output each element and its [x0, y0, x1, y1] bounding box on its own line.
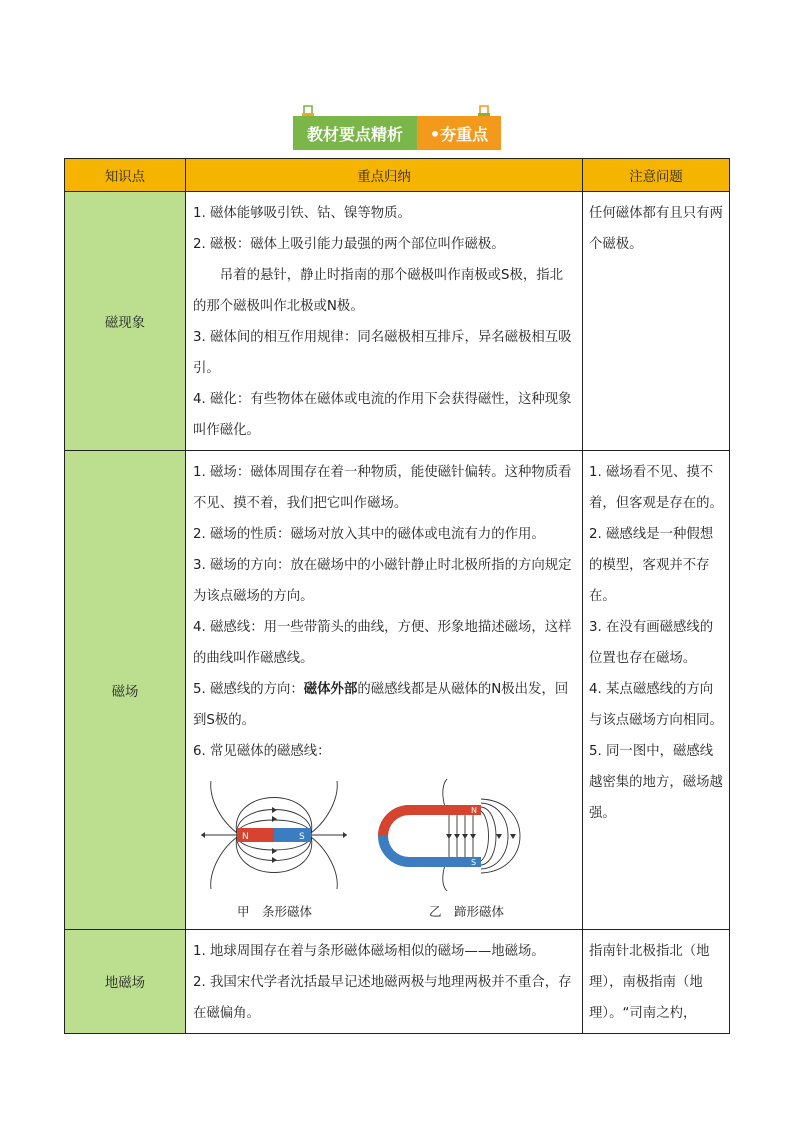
knowledge-point-cell: 磁场 [65, 451, 186, 930]
attention-line: 2. 磁感线是一种假想的模型，客观并不存在。 [589, 527, 714, 604]
bar-magnet-field-figure [199, 779, 349, 891]
summary-cell [186, 192, 583, 451]
knowledge-table [64, 158, 730, 1034]
summary-cell [186, 451, 583, 930]
bar-magnet-caption: 甲 条形磁体 [237, 904, 313, 919]
magnet-field-figures [193, 771, 575, 921]
banner-title: 教材要点精析 [293, 116, 417, 150]
summary-line-lead: 5. 磁感线的方向： [193, 682, 304, 697]
table-row [65, 451, 730, 930]
summary-line: 2. 磁极：磁体上吸引能力最强的两个部位叫作磁极。 [193, 237, 505, 252]
header-key-summary: 重点归纳 [186, 159, 583, 192]
summary-line [193, 674, 575, 736]
attention-cell [583, 451, 730, 930]
header-knowledge-point: 知识点 [65, 159, 186, 192]
summary-line: 3. 磁体间的相互作用规律：同名磁极相互排斥，异名磁极相互吸引。 [193, 330, 572, 376]
attention-cell: 指南针北极指北（地理），南极指南（地理）。“司南之杓， [583, 930, 730, 1034]
south-pole-label: S [299, 832, 305, 842]
summary-line: 6. 常见磁体的磁感线： [193, 744, 331, 759]
summary-line: 1. 磁体能够吸引铁、钴、镍等物质。 [193, 206, 411, 221]
knowledge-point-cell: 磁现象 [65, 192, 186, 451]
attention-line: 4. 某点磁感线的方向与该点磁场方向相同。 [589, 682, 723, 728]
summary-line: 4. 磁化：有些物体在磁体或电流的作用下会获得磁性，这种现象叫作磁化。 [193, 392, 572, 438]
summary-line: 1. 磁场：磁体周围存在着一种物质，能使磁针偏转。这种物质看不见、摸不着，我们把它叫作磁场。 [193, 465, 572, 511]
summary-line: 吊着的悬针，静止时指南的那个磁极叫作南极或S极，指北的那个磁极叫作北极或N极。 [193, 268, 564, 314]
u-magnet-caption: 乙 蹄形磁体 [429, 904, 505, 919]
section-banner [293, 104, 501, 150]
header-attention: 注意问题 [583, 159, 730, 192]
u-magnet-field-figure [369, 779, 539, 891]
attention-line: 1. 磁场看不见、摸不着，但客观是存在的。 [589, 465, 723, 511]
summary-line: 4. 磁感线：用一些带箭头的曲线，方便、形象地描述磁场，这样的曲线叫作磁感线。 [193, 620, 572, 666]
summary-line: 2. 磁场的性质：磁场对放入其中的磁体或电流有力的作用。 [193, 527, 545, 542]
attention-line: 5. 同一图中，磁感线越密集的地方，磁场越强。 [589, 744, 723, 821]
summary-line: 3. 磁场的方向：放在磁场中的小磁针静止时北极所指的方向规定为该点磁场的方向。 [193, 558, 572, 604]
emphasis-text: 磁体外部 [303, 682, 358, 697]
summary-line: 1. 地球周围存在着与条形磁体磁场相似的磁场——地磁场。 [193, 944, 545, 959]
summary-line: 2. 我国宋代学者沈括最早记述地磁两极与地理两极并不重合，存在磁偏角。 [193, 975, 572, 1021]
summary-cell [186, 930, 583, 1034]
table-row [65, 192, 730, 451]
north-pole-label: N [471, 806, 477, 815]
south-pole-label: S [471, 858, 477, 867]
attention-cell: 任何磁体都有且只有两个磁极。 [583, 192, 730, 451]
summary-line-tail: 的磁感线都是从磁体的N极出发，回到S极的。 [193, 682, 569, 728]
knowledge-point-cell: 地磁场 [65, 930, 186, 1034]
banner-subtitle: •夯重点 [417, 116, 501, 150]
north-pole-label: N [242, 832, 249, 842]
table-header-row [65, 159, 730, 192]
attention-line: 3. 在没有画磁感线的位置也存在磁场。 [589, 620, 714, 666]
table-row [65, 930, 730, 1034]
